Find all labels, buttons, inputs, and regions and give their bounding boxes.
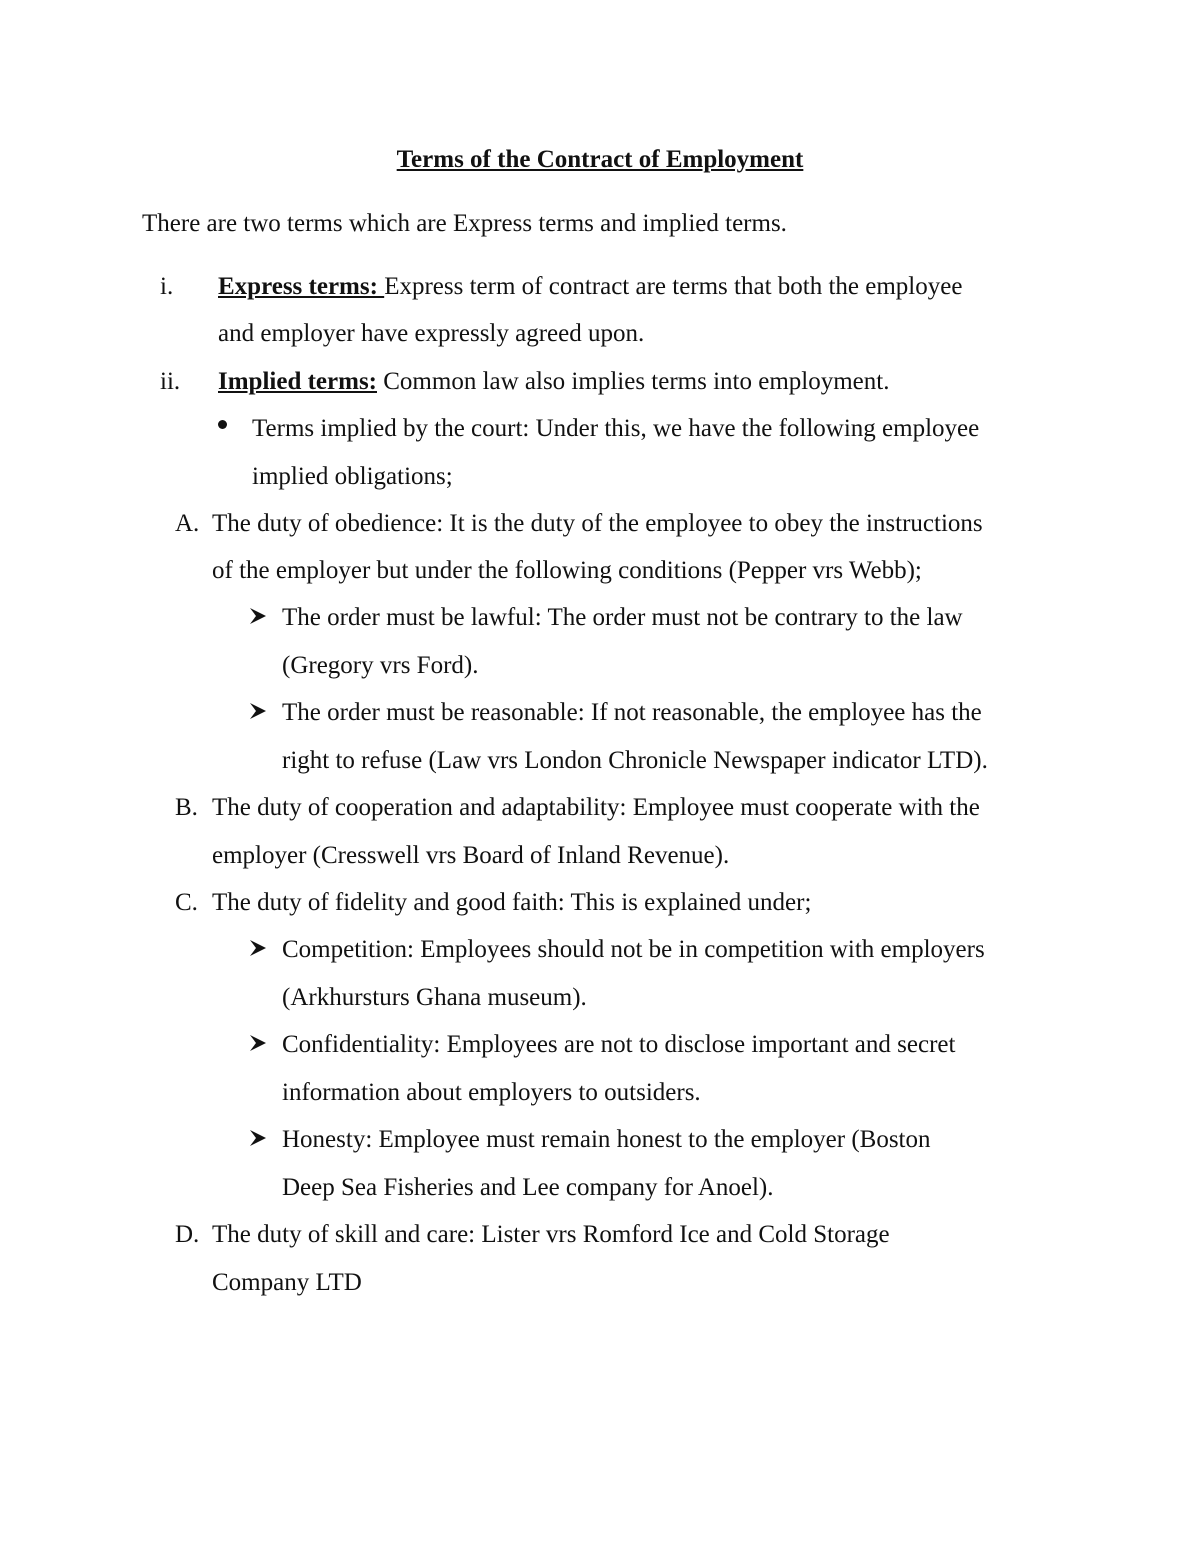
roman-marker-ii: ii. [160, 368, 181, 395]
court-bullet-text-1: Terms implied by the court: Under this, we have the following employee [252, 415, 980, 442]
duty-a-sub-1-text-2: (Gregory vrs Ford). [282, 652, 479, 679]
arrow-bullet-icon [248, 1128, 268, 1148]
bullet-dot-icon [218, 420, 227, 429]
duty-c-sub-1-text-1: Competition: Employees should not be in competition with employers [282, 936, 985, 963]
implied-terms-label: Implied terms: [218, 368, 377, 395]
duty-c-sub-2-text-1: Confidentiality: Employees are not to disclose important and secret [282, 1031, 956, 1058]
roman-marker-i: i. [160, 273, 174, 300]
arrow-bullet-icon [248, 1033, 268, 1053]
express-terms-label: Express terms: [218, 273, 385, 300]
arrow-bullet-icon [248, 701, 268, 721]
duty-d-text-1: The duty of skill and care: Lister vrs Romford Ice and Cold Storage [212, 1221, 890, 1248]
duty-marker-c: C. [175, 889, 198, 916]
express-terms-line-1 [218, 274, 962, 299]
intro-paragraph: There are two terms which are Express terms and implied terms. [142, 210, 787, 237]
duty-marker-d: D. [175, 1221, 200, 1248]
duty-b-text-2: employer (Cresswell vrs Board of Inland Revenue). [212, 842, 730, 869]
duty-a-sub-2-text-2: right to refuse (Law vrs London Chronicle Newspaper indicator LTD). [282, 747, 988, 774]
duty-c-text-1: The duty of fidelity and good faith: This is explained under; [212, 889, 812, 916]
express-terms-text-1: Express term of contract are terms that both the employee [384, 273, 963, 300]
duty-a-text-2: of the employer but under the following conditions (Pepper vrs Webb); [212, 557, 922, 584]
duty-a-sub-1-text-1: The order must be lawful: The order must not be contrary to the law [282, 604, 963, 631]
implied-terms-line [218, 369, 889, 394]
page-title: Terms of the Contract of Employment [396, 146, 804, 173]
duty-c-sub-3-text-1: Honesty: Employee must remain honest to the employer (Boston [282, 1126, 931, 1153]
duty-c-sub-1-text-2: (Arkhursturs Ghana museum). [282, 984, 587, 1011]
arrow-bullet-icon [248, 938, 268, 958]
duty-c-sub-3-text-2: Deep Sea Fisheries and Lee company for Anoel). [282, 1174, 774, 1201]
arrow-bullet-icon [248, 606, 268, 626]
duty-a-text-1: The duty of obedience: It is the duty of the employee to obey the instructions [212, 510, 983, 537]
express-terms-text-2: and employer have expressly agreed upon. [218, 320, 645, 347]
court-bullet-text-2: implied obligations; [252, 463, 453, 490]
duty-b-text-1: The duty of cooperation and adaptability: Employee must cooperate with the [212, 794, 980, 821]
duty-marker-a: A. [175, 510, 200, 537]
duty-marker-b: B. [175, 794, 198, 821]
implied-terms-text: Common law also implies terms into employment. [377, 368, 890, 395]
duty-a-sub-2-text-1: The order must be reasonable: If not reasonable, the employee has the [282, 699, 982, 726]
duty-c-sub-2-text-2: information about employers to outsiders. [282, 1079, 701, 1106]
duty-d-text-2: Company LTD [212, 1269, 362, 1296]
